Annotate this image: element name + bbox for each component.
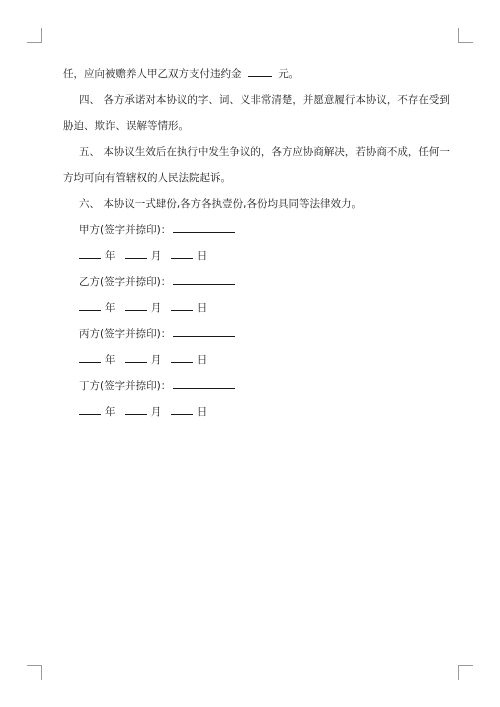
signature-label: 乙方(签字并捺印)：	[79, 276, 172, 288]
month-blank	[125, 402, 147, 415]
signature-label: 丙方(签字并捺印)：	[79, 328, 172, 340]
day-unit: 日	[196, 250, 208, 262]
signature-label: 丁方(签字并捺印)：	[79, 380, 172, 392]
month-unit: 月	[150, 406, 162, 418]
clause-six: 六、 本协议一式肆份,各方各执壹份,各份均具同等法律效力。	[79, 198, 363, 210]
crop-mark-top-left	[27, 28, 42, 43]
signature-blank	[173, 272, 235, 285]
day-blank	[171, 246, 193, 259]
penalty-amount-blank	[248, 64, 272, 77]
penalty-text: 任，应向被赡养人甲乙双方支付违约金	[63, 68, 242, 80]
month-blank	[125, 246, 147, 259]
day-unit: 日	[196, 406, 208, 418]
day-blank	[171, 298, 193, 311]
signature-party-b	[63, 269, 443, 295]
year-blank	[79, 402, 101, 415]
year-unit: 年	[105, 302, 116, 314]
paragraph-penalty	[63, 61, 443, 87]
crop-mark-bottom-right	[458, 665, 473, 680]
signature-party-d	[63, 373, 443, 399]
signature-blank	[173, 220, 235, 233]
signature-label: 甲方(签字并捺印)：	[79, 224, 172, 236]
clause-five-line-2: 方均可向有管辖权的人民法院起诉。	[63, 172, 231, 184]
crop-mark-top-right	[458, 28, 473, 43]
signature-party-c	[63, 321, 443, 347]
clause-four-line-1: 四、 各方承诺对本协议的字、词、义非常清楚，并愿意履行本协议，不存在受到	[79, 94, 450, 106]
date-line-party-a	[63, 243, 443, 269]
signature-party-a	[63, 217, 443, 243]
penalty-unit: 元。	[278, 68, 300, 80]
year-unit: 年	[105, 406, 116, 418]
month-unit: 月	[150, 250, 162, 262]
month-unit: 月	[150, 302, 162, 314]
month-blank	[125, 298, 147, 311]
clause-four-line-2: 胁迫、欺诈、误解等情形。	[63, 120, 189, 132]
day-unit: 日	[196, 354, 208, 366]
year-blank	[79, 246, 101, 259]
date-line-party-b	[63, 295, 443, 321]
signature-blank	[173, 376, 235, 389]
day-blank	[171, 402, 193, 415]
month-unit: 月	[150, 354, 162, 366]
signature-blank	[173, 324, 235, 337]
crop-mark-bottom-left	[27, 665, 42, 680]
date-line-party-c	[63, 347, 443, 373]
signature-block	[63, 217, 443, 425]
month-blank	[125, 350, 147, 363]
year-blank	[79, 298, 101, 311]
year-unit: 年	[105, 250, 116, 262]
date-line-party-d	[63, 399, 443, 425]
year-unit: 年	[105, 354, 116, 366]
day-unit: 日	[196, 302, 208, 314]
year-blank	[79, 350, 101, 363]
document-body	[63, 61, 450, 425]
day-blank	[171, 350, 193, 363]
clause-five-line-1: 五、 本协议生效后在执行中发生争议的，各方应协商解决，若协商不成，任何一	[79, 146, 450, 158]
